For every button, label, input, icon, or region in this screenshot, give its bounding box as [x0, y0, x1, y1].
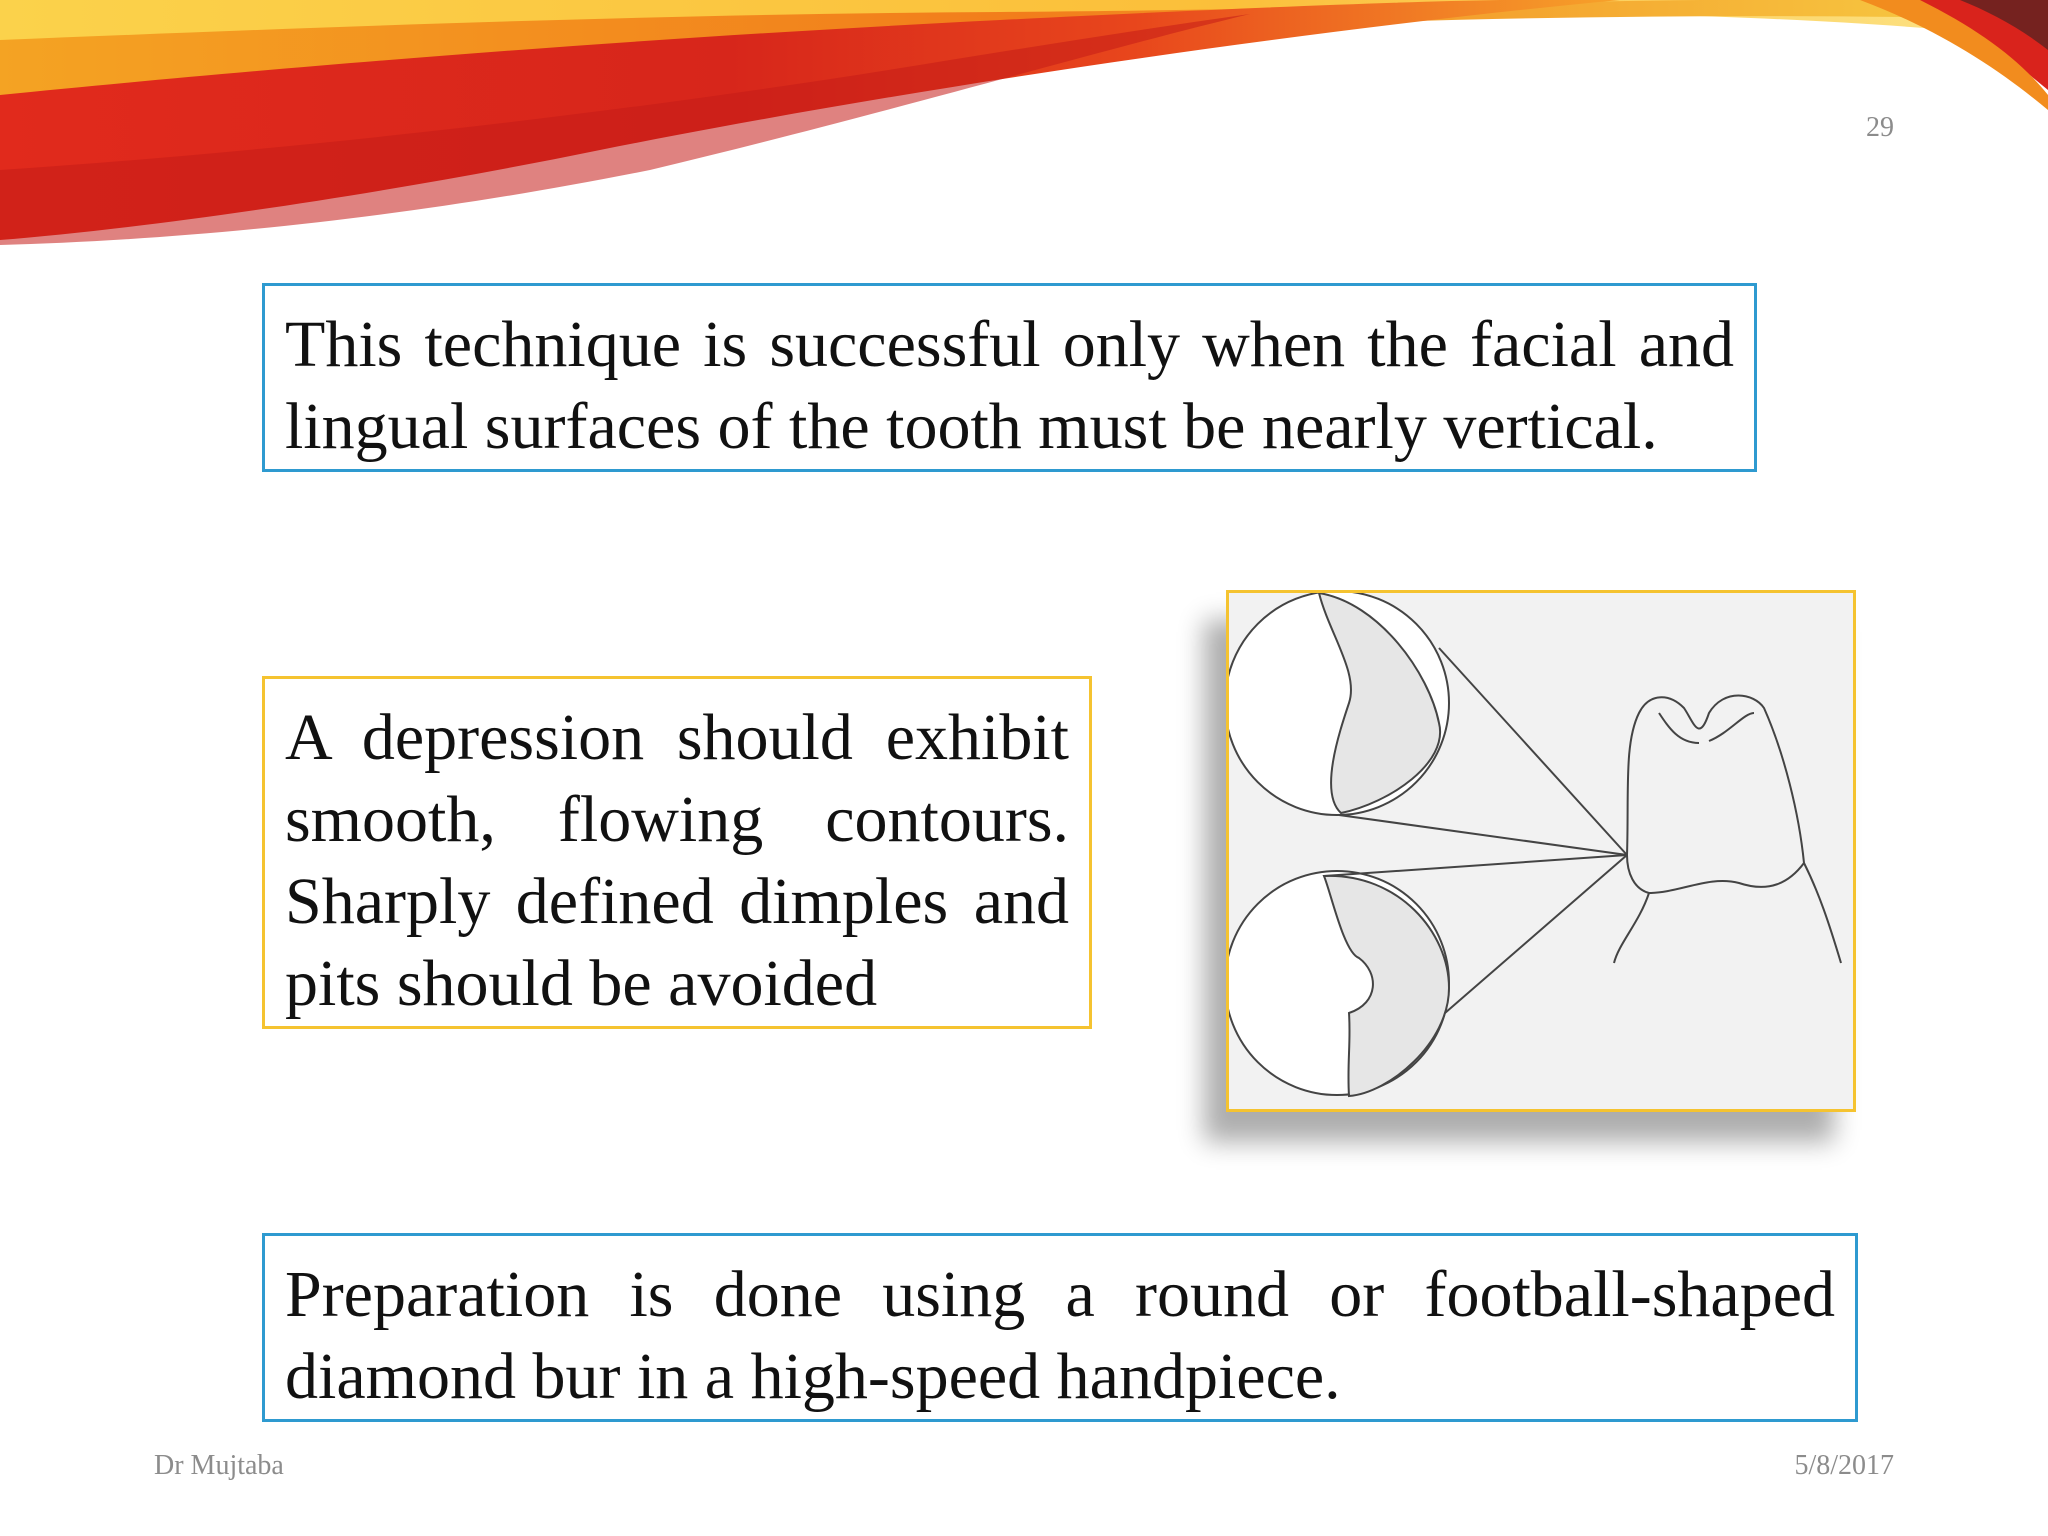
footer-date: 5/8/2017 [1794, 1450, 1894, 1481]
text-box-depression [262, 676, 1092, 1029]
text-box-preparation [262, 1233, 1858, 1422]
depression-text: A depression should exhibit smooth, flowing contours. Sharply defined dimples and pits should be avoided [285, 701, 1069, 1020]
header-swoosh-decoration [0, 0, 2048, 260]
footer-author: Dr Mujtaba [154, 1450, 284, 1481]
preparation-text: Preparation is done using a round or football-shaped diamond bur in a high-speed handpiece. [285, 1258, 1835, 1413]
technique-text: This technique is successful only when the facial and lingual surfaces of the tooth must be nearly vertical. [285, 308, 1734, 463]
slide-number: 29 [1866, 112, 1894, 143]
tooth-diagram-svg [1229, 593, 1853, 1109]
text-box-technique [262, 283, 1757, 472]
tooth-illustration [1226, 590, 1856, 1112]
